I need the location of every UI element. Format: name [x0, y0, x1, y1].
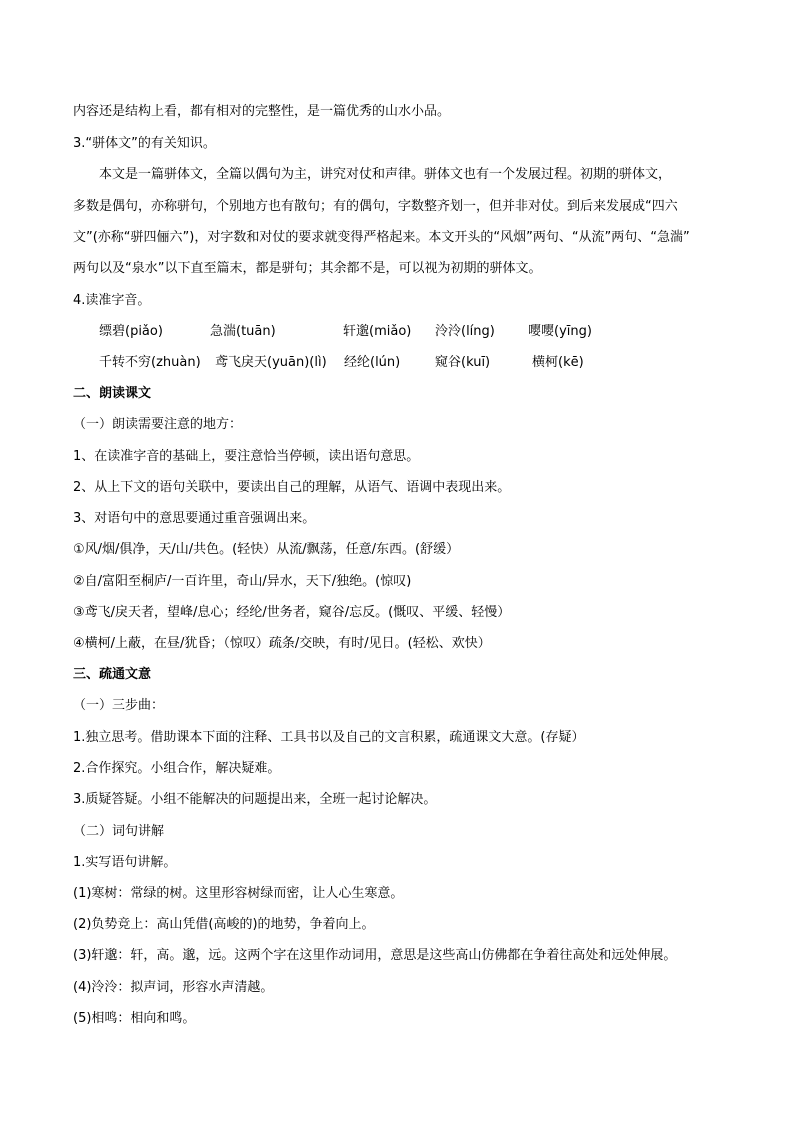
pinyin-item: 轩邈(miǎo) [343, 324, 412, 339]
list-item: 2.合作探究。小组合作，解决疑难。 [73, 761, 281, 776]
paragraph-line: 多数是偶句，亦称骈句，个别地方也有散句；有的偶句，字数整齐划一，但并非对仗。到后来发展成“四六 [73, 199, 678, 214]
definition-line: (5)相鸣：相向和鸣。 [73, 1011, 196, 1026]
example-line: ③鸢飞/戾天者，望峰/息心；经纶/世务者，窥谷/忘反。(慨叹、平缓、轻慢） [73, 605, 511, 620]
list-item: 2、从上下文的语句关联中，要读出自己的理解，从语气、语调中表现出来。 [73, 480, 511, 495]
subheading: （二）词句讲解 [73, 824, 165, 839]
list-item: 3、对语句中的意思要通过重音强调出来。 [73, 511, 316, 526]
pinyin-item: 经纶(lún) [344, 355, 401, 370]
example-line: ②自/富阳至桐庐/一百许里，奇山/异水，天下/独绝。(惊叹) [73, 574, 412, 589]
pinyin-item: 急湍(tuān) [210, 324, 276, 339]
list-item: 1.实写语句讲解。 [73, 855, 177, 870]
section-heading-pianti: 3.“骈体文”的有关知识。 [73, 136, 216, 151]
pinyin-item: 泠泠(líng) [435, 324, 495, 339]
section-heading-reading: 二、朗读课文 [73, 386, 152, 401]
subheading: （一）三步曲： [73, 698, 165, 713]
list-item: 1.独立思考。借助课本下面的注释、工具书以及自己的文言积累，疏通课文大意。(存疑） [73, 730, 585, 745]
section-heading-meaning: 三、疏通文意 [73, 667, 152, 682]
paragraph-line: 文”(亦称“骈四俪六”)，对字数和对仗的要求就变得严格起来。本文开头的“风烟”两句、“从流”两句、“急湍” [73, 230, 690, 245]
pinyin-item: 鸢飞戾天(yuān)(lì) [215, 355, 327, 370]
list-item: 1、在读准字音的基础上，要注意恰当停顿，读出语句意思。 [73, 449, 420, 464]
pinyin-item: 缥碧(piǎo) [99, 324, 163, 339]
paragraph-line: 本文是一篇骈体文，全篇以偶句为主，讲究对仗和声律。骈体文也有一个发展过程。初期的骈体文， [99, 167, 672, 182]
definition-line: (2)负势竞上：高山凭借(高峻的)的地势，争着向上。 [73, 917, 375, 932]
definition-line: (1)寒树：常绿的树。这里形容树绿而密，让人心生寒意。 [73, 886, 404, 901]
pinyin-item: 横柯(kē) [532, 355, 584, 370]
example-line: ①风/烟/俱净，天/山/共色。(轻快）从流/飘荡，任意/东西。(舒缓） [73, 542, 460, 557]
pinyin-item: 嘤嘤(yīng) [528, 324, 592, 339]
paragraph-continuation: 内容还是结构上看，都有相对的完整性，是一篇优秀的山水小品。 [73, 104, 451, 119]
paragraph-line: 两句以及“泉水”以下直至篇末，都是骈句；其余都不是，可以视为初期的骈体文。 [73, 261, 542, 276]
definition-line: (4)泠泠：拟声词，形容水声清越。 [73, 980, 274, 995]
list-item: 3.质疑答疑。小组不能解决的问题提出来，全班一起讨论解决。 [73, 792, 437, 807]
section-heading-pronunciation: 4.读准字音。 [73, 293, 151, 308]
pinyin-item: 千转不穷(zhuàn) [99, 355, 201, 370]
example-line: ④横柯/上蔽，在昼/犹昏；（惊叹）疏条/交映，有时/见日。(轻松、欢快） [73, 636, 491, 651]
definition-line: (3)轩邈：轩，高。邈，远。这两个字在这里作动词用，意思是这些高山仿佛都在争着往高处和远处伸展。 [73, 948, 677, 963]
subheading: （一）朗读需要注意的地方： [73, 417, 243, 432]
pinyin-item: 窥谷(kuī) [435, 355, 491, 370]
